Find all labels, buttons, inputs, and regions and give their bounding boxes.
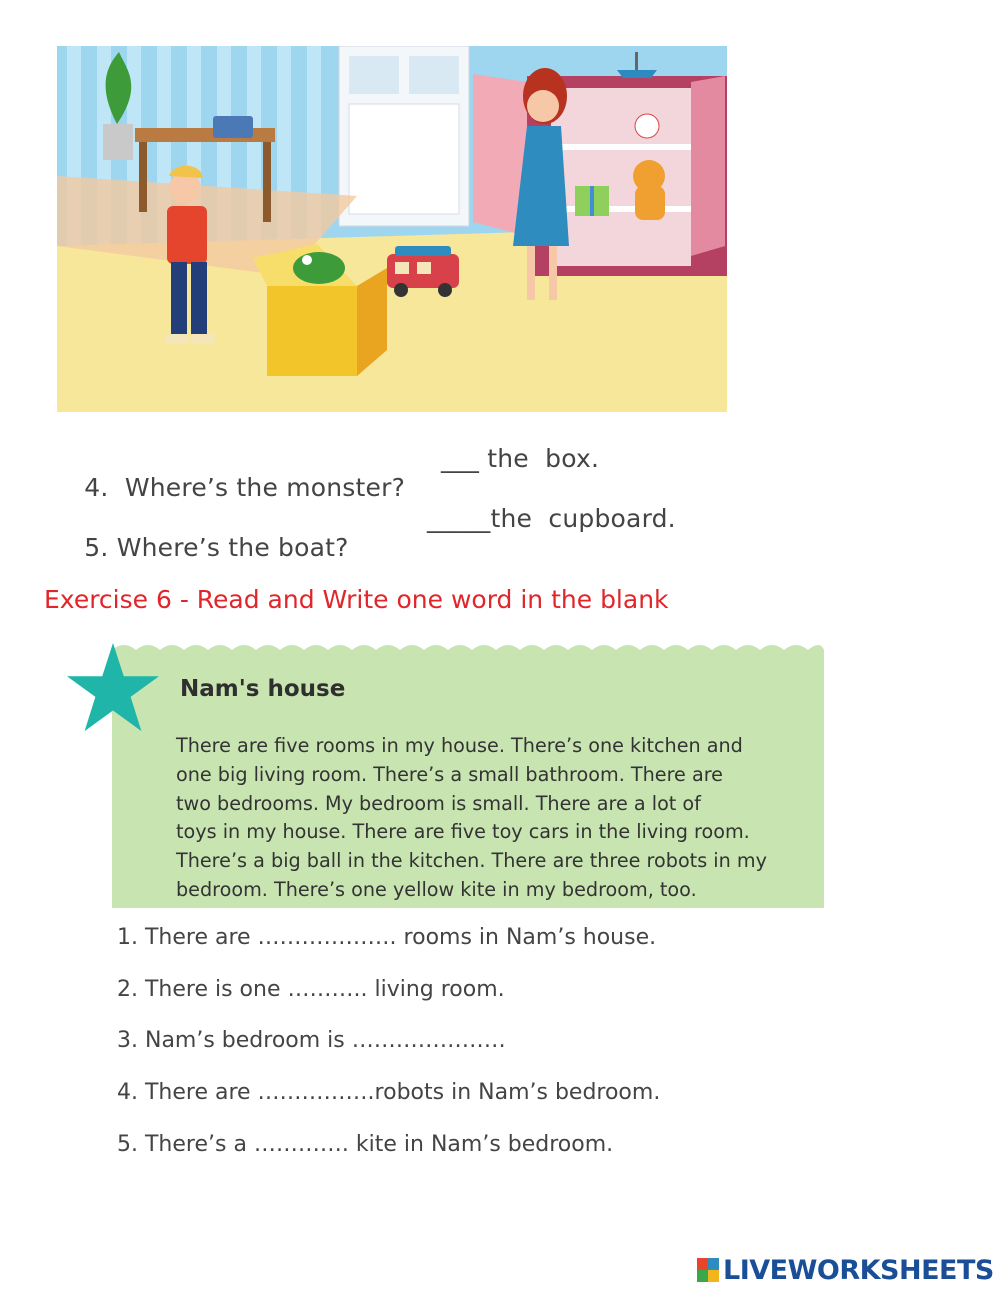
question-4: [68, 444, 405, 502]
scallop-border: [112, 640, 824, 660]
logo-text: LIVEWORKSHEETS: [723, 1254, 994, 1286]
question-4-answer-blank[interactable]: ___ the box.: [441, 444, 600, 473]
reading-line: There’s a big ball in the kitchen. There are three robots in my: [176, 849, 767, 873]
fill-in-item-4[interactable]: 4. There are …………….robots in Nam’s bedroom.: [117, 1080, 661, 1105]
reading-line: two bedrooms. My bedroom is small. There are a lot of: [176, 791, 701, 815]
room-illustration: [57, 46, 727, 412]
reading-title: Nam's house: [180, 676, 346, 702]
reading-line: toys in my house. There are five toy cars in the living room.: [176, 820, 750, 844]
exercise-heading: Exercise 6 - Read and Write one word in the blank: [44, 585, 669, 614]
question-5: [68, 504, 349, 562]
reading-passage: [176, 732, 816, 905]
fill-in-item-5[interactable]: 5. There’s a …………. kite in Nam’s bedroom.: [117, 1132, 614, 1157]
room-scene-image: [57, 46, 727, 412]
fill-in-item-3[interactable]: 3. Nam’s bedroom is …………………: [117, 1028, 506, 1053]
reading-line: one big living room. There’s a small bathroom. There are: [176, 762, 723, 786]
fill-in-item-2[interactable]: 2. There is one ……….. living room.: [117, 977, 505, 1002]
question-5-prompt: 5. Where’s the boat?: [84, 533, 349, 562]
question-4-prompt: 4. Where’s the monster?: [84, 473, 406, 502]
reading-line: There are five rooms in my house. There’s one kitchen and: [176, 734, 743, 757]
liveworksheets-logo: [697, 1255, 994, 1285]
reading-line: bedroom. There’s one yellow kite in my bedroom, too.: [176, 877, 697, 901]
star-icon: [64, 641, 162, 735]
logo-mark-icon: [697, 1258, 719, 1282]
question-5-answer-blank[interactable]: _____the cupboard.: [427, 504, 676, 533]
fill-in-item-1[interactable]: 1. There are ………………. rooms in Nam’s house.: [117, 925, 657, 950]
